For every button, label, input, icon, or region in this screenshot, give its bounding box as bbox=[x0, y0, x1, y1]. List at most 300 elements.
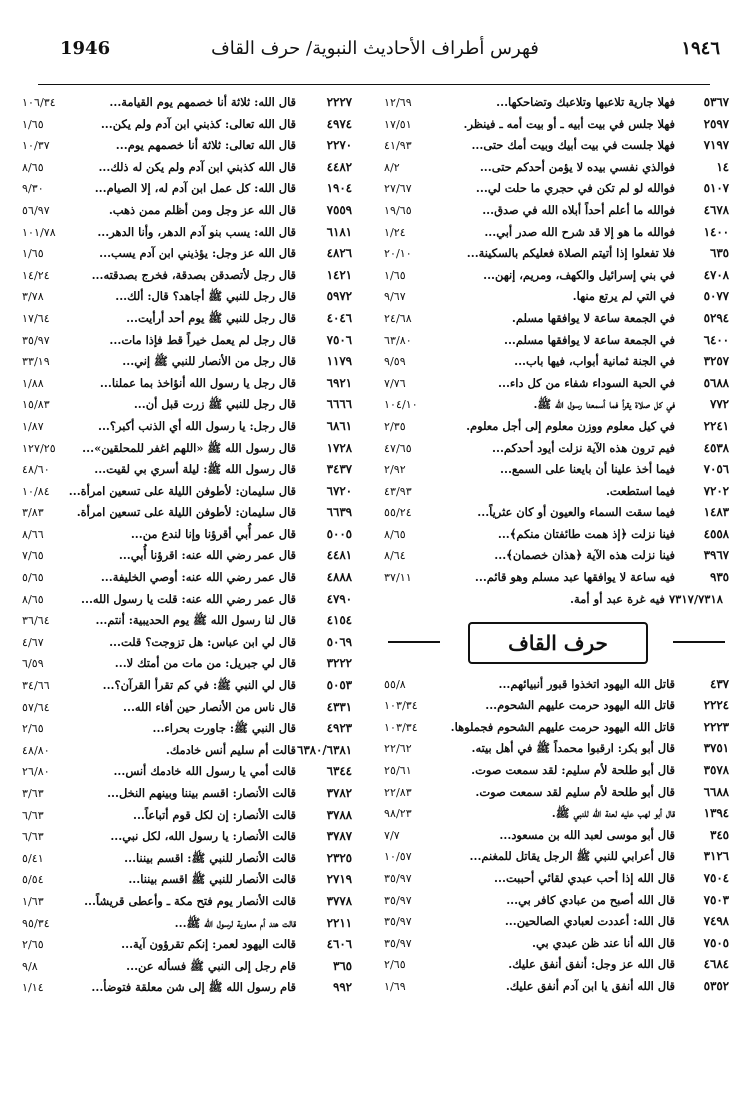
index-entry bbox=[384, 373, 729, 395]
hadith-number: ٣٧٨٢ bbox=[326, 786, 352, 800]
hadith-text: قال عمر رضي الله عنه: اقرؤنا أُبي... bbox=[118, 548, 296, 563]
hadith-number: ٧٢٠٢ bbox=[703, 483, 729, 498]
hadith-text: قال الله: أعددت لعبادي الصالحين... bbox=[504, 914, 675, 929]
hadith-text: قال الله عز وجل ومن أظلم ممن ذهب. bbox=[108, 202, 296, 217]
hadith-reference: ١٧/٦٤ bbox=[22, 311, 50, 325]
hadith-number: ٤٨٨٨ bbox=[326, 570, 352, 585]
section-rule-left bbox=[388, 641, 440, 643]
hadith-number: ١٤٠٠ bbox=[703, 224, 729, 239]
index-entry bbox=[22, 826, 352, 848]
hadith-reference: ١٩/٦٥ bbox=[384, 203, 412, 217]
hadith-reference: ١/٦٣ bbox=[22, 894, 44, 908]
index-entry bbox=[384, 825, 729, 847]
hadith-reference: ٣٣/١٩ bbox=[22, 355, 50, 369]
index-entry bbox=[22, 351, 352, 373]
hadith-reference: ١٠٦/٣٤ bbox=[22, 96, 56, 109]
hadith-reference: ٦/٦٣ bbox=[22, 830, 44, 844]
hadith-text: في الجمعة ساعة لا يوافقها مسلم... bbox=[503, 332, 675, 347]
hadith-reference: ٣٥/٩٧ bbox=[384, 915, 412, 929]
hadith-reference: ٥/٥٤ bbox=[22, 873, 44, 887]
hadith-text: قال رجل: يا رسول الله أي الذنب أكبر؟... bbox=[98, 418, 296, 433]
hadith-text: قال الله: ثلاثة أنا خصمهم يوم القيامة... bbox=[109, 95, 296, 109]
hadith-number: ٢٢٢٣ bbox=[703, 719, 729, 734]
hadith-reference: ٥/٤١ bbox=[22, 851, 44, 865]
index-entry bbox=[22, 330, 352, 352]
hadith-reference: ١٢/٦٩ bbox=[384, 96, 412, 109]
hadith-reference: ٦٣/٨٠ bbox=[384, 333, 412, 347]
hadith-text: قال رجل من الأنصار للنبي ﷺ إني... bbox=[122, 354, 296, 369]
hadith-reference: ٣٥/٩٧ bbox=[384, 893, 412, 907]
hadith-number: ٣٧٧٨ bbox=[326, 893, 352, 908]
index-entry bbox=[22, 632, 352, 654]
hadith-text: قال النبي ﷺ: جاورت بحراء... bbox=[152, 721, 296, 736]
hadith-number: ٢٢٧٠ bbox=[326, 138, 352, 153]
hadith-number: ٥١٠٧ bbox=[703, 181, 729, 196]
index-entry bbox=[384, 286, 729, 308]
hadith-reference: ٥٦/٩٧ bbox=[22, 203, 50, 217]
hadith-number: ٤٨٢٦ bbox=[326, 246, 352, 261]
hadith-number: ٧٥٠٥ bbox=[703, 935, 729, 950]
hadith-number: ١٤٢١ bbox=[326, 267, 352, 282]
hadith-text: قال الله إذا أحب عبدي لقائي أحببت... bbox=[494, 871, 675, 885]
hadith-reference: ١/٦٥ bbox=[384, 268, 406, 282]
hadith-reference: ١/٨٨ bbox=[22, 376, 44, 390]
hadith-reference: ٦/٥٩ bbox=[22, 657, 44, 671]
hadith-number: ٤٩٧٤ bbox=[326, 116, 352, 131]
hadith-number: ٦٣٨٠/٦٣٨١ bbox=[297, 742, 352, 757]
hadith-reference: ٣٥/٩٧ bbox=[22, 333, 50, 347]
hadith-text: قال رجل لم يعمل خيراً قط فإذا مات... bbox=[109, 332, 296, 347]
hadith-number: ٢٧١٩ bbox=[326, 872, 352, 887]
hadith-text: قال لي النبي ﷺ: في كم تقرأ القرآن؟... bbox=[102, 678, 296, 693]
hadith-reference: ٩٥/٣٤ bbox=[22, 916, 50, 930]
index-entry bbox=[384, 545, 729, 567]
hadith-reference: ١٠/٣٧ bbox=[22, 139, 50, 153]
hadith-reference: ٢/٦٥ bbox=[22, 938, 44, 952]
hadith-reference: ٩/٨ bbox=[22, 959, 38, 973]
hadith-number: ٥٢٩٤ bbox=[703, 310, 729, 325]
hadith-number: ٣٤٥ bbox=[709, 827, 729, 842]
right-column-note: ٧٣١٧/٧٣١٨ فيه غرة عبد أو أمة. bbox=[569, 591, 723, 606]
hadith-number: ٤٦٨٤ bbox=[703, 957, 729, 972]
index-entry bbox=[384, 394, 729, 416]
hadith-text: قام رجل إلى النبي ﷺ فسأله عن... bbox=[126, 958, 296, 973]
hadith-number: ٢٢١١ bbox=[326, 915, 352, 930]
hadith-text: قال الله أنا عند ظن عبدي بي. bbox=[531, 935, 675, 950]
index-entry bbox=[22, 265, 352, 287]
hadith-number: ٣٢٥٧ bbox=[703, 354, 729, 369]
right-column-bottom-list bbox=[384, 674, 729, 998]
hadith-reference: ٨/٦٥ bbox=[22, 160, 44, 174]
index-entry bbox=[384, 695, 729, 717]
section-rule-right bbox=[673, 641, 725, 643]
page-header bbox=[30, 38, 720, 78]
hadith-number: ٤٧٩٠ bbox=[326, 591, 352, 606]
page-number-latin: 1946 bbox=[60, 38, 111, 59]
index-entry bbox=[22, 502, 352, 524]
hadith-reference: ١/٨٧ bbox=[22, 419, 44, 433]
hadith-number: ٣٢٢٢ bbox=[326, 656, 352, 671]
hadith-reference: ٨/٦٥ bbox=[384, 527, 406, 541]
hadith-number: ٤٩٢٣ bbox=[326, 721, 352, 736]
hadith-text: فهلا جلس في بيت أبيه ـ أو بيت أمه ـ فينظر. bbox=[463, 116, 675, 131]
hadith-reference: ٤٣/٩٣ bbox=[384, 484, 412, 498]
hadith-reference: ٣/٨٣ bbox=[22, 506, 44, 520]
hadith-text: قال أبو بكر: ارقبوا محمداً ﷺ في أهل بيته. bbox=[471, 741, 675, 756]
hadith-text: قال سليمان: لأطوفن الليلة على تسعين امرأة... bbox=[68, 483, 296, 498]
hadith-text: قالت الأنصار للنبي ﷺ: اقسم بيننا... bbox=[124, 850, 296, 865]
hadith-reference: ٨/٦٦ bbox=[22, 527, 44, 541]
hadith-text: فوالله لو لم تكن في حجري ما حلت لي... bbox=[475, 181, 675, 196]
hadith-text: فوالله ما هو إلا قد شرح الله صدر أبي... bbox=[484, 224, 675, 239]
hadith-text: فينا نزلت ﴿إذ همت طائفتان منكم﴾... bbox=[497, 526, 675, 541]
hadith-reference: ٧/٧ bbox=[384, 828, 400, 842]
hadith-reference: ٥٥/٨ bbox=[384, 677, 406, 691]
index-entry bbox=[22, 481, 352, 503]
hadith-text: في الحبة السوداء شفاء من كل داء... bbox=[498, 375, 675, 390]
index-entry bbox=[384, 803, 729, 825]
hadith-text: قال رسول الله ﷺ «اللهم اغفر للمحلقين»... bbox=[82, 440, 296, 455]
page-title: فهرس أطراف الأحاديث النبوية/ حرف القاف bbox=[211, 38, 539, 59]
hadith-text: فيما سقت السماء والعيون أو كان عثرياً... bbox=[477, 505, 675, 520]
hadith-number: ٩٩٢ bbox=[332, 980, 352, 995]
hadith-text: قاتل الله اليهود حرمت عليهم الشحوم فجملوها. bbox=[450, 719, 675, 734]
index-entry bbox=[384, 416, 729, 438]
hadith-text: قال لي ابن عباس: هل تزوجت؟ قلت... bbox=[109, 634, 296, 649]
index-entry bbox=[22, 610, 352, 632]
index-entry bbox=[22, 653, 352, 675]
index-entry bbox=[22, 545, 352, 567]
hadith-reference: ١٠٣/٣٤ bbox=[384, 699, 418, 713]
hadith-text: في كل صلاة يقرأ فما أسمعنا رسول الله ﷺ. bbox=[533, 397, 675, 412]
index-entry bbox=[22, 589, 352, 611]
index-entry bbox=[384, 846, 729, 868]
hadith-reference: ١/١٤ bbox=[22, 981, 44, 995]
hadith-number: ٣٧٨٧ bbox=[326, 829, 352, 844]
hadith-number: ٢٥٩٧ bbox=[703, 116, 729, 131]
index-entry bbox=[384, 502, 729, 524]
index-entry bbox=[384, 243, 729, 265]
hadith-text: قال الله أنفق يا ابن آدم أنفق عليك. bbox=[505, 978, 675, 993]
hadith-reference: ٥٥/٢٤ bbox=[384, 506, 412, 520]
hadith-text: قال رسول الله ﷺ: ليلة أسري بي لقيت... bbox=[94, 462, 296, 477]
hadith-number: ٤٠٤٦ bbox=[326, 310, 352, 325]
index-entry bbox=[22, 243, 352, 265]
hadith-number: ٣٧٨٨ bbox=[326, 807, 352, 822]
index-entry bbox=[22, 222, 352, 244]
hadith-reference: ٤٧/٦٥ bbox=[384, 441, 412, 455]
index-entry bbox=[384, 674, 729, 696]
hadith-reference: ٣٤/٦٦ bbox=[22, 679, 50, 693]
index-entry bbox=[22, 891, 352, 913]
hadith-reference: ١٥/٨٣ bbox=[22, 398, 50, 412]
hadith-reference: ٤/٦٧ bbox=[22, 635, 44, 649]
hadith-reference: ١/٦٩ bbox=[384, 979, 406, 993]
hadith-reference: ١٠/٥٧ bbox=[384, 850, 412, 864]
index-entry bbox=[384, 717, 729, 739]
hadith-number: ٣٩٦٧ bbox=[703, 548, 729, 563]
hadith-number: ٤٣٣١ bbox=[326, 699, 352, 714]
hadith-number: ٧٤٩٨ bbox=[703, 914, 729, 929]
hadith-text: قال أبو طلحة لأم سليم لقد سمعت صوت. bbox=[475, 784, 675, 799]
hadith-reference: ٨/٢ bbox=[384, 160, 400, 174]
hadith-number: ٦٣٤٤ bbox=[326, 764, 352, 779]
index-entry bbox=[384, 738, 729, 760]
hadith-reference: ١٧/٥١ bbox=[384, 117, 412, 131]
hadith-text: قالت اليهود لعمر: إنكم تقرؤون آية... bbox=[121, 937, 296, 952]
hadith-text: قاتل الله اليهود اتخذوا قبور أنبيائهم... bbox=[498, 676, 675, 691]
hadith-text: فيه ساعة لا يوافقها عبد مسلم وهو قائم... bbox=[474, 570, 675, 585]
hadith-number: ٣٥٧٨ bbox=[703, 763, 729, 778]
hadith-text: قال أبو طلحة لأم سليم: لقد سمعت صوت. bbox=[471, 763, 675, 778]
hadith-reference: ٢٥/٦١ bbox=[384, 764, 412, 778]
index-entry bbox=[384, 524, 729, 546]
hadith-number: ١٩٠٤ bbox=[326, 181, 352, 196]
hadith-reference: ٤٨/٦٠ bbox=[22, 463, 50, 477]
index-entry bbox=[22, 394, 352, 416]
hadith-reference: ٢٢/٨٣ bbox=[384, 785, 412, 799]
index-entry bbox=[22, 869, 352, 891]
hadith-number: ٥٦٨٨ bbox=[703, 375, 729, 390]
hadith-number: ٧١٩٧ bbox=[703, 138, 729, 153]
hadith-reference: ١٢٧/٢٥ bbox=[22, 441, 56, 455]
index-entry bbox=[22, 718, 352, 740]
hadith-text: فهلا جارية تلاعبها وتلاعبك وتضاحكها... bbox=[496, 95, 675, 109]
hadith-text: قال لنا رسول الله ﷺ يوم الحديبية: أنتم... bbox=[95, 613, 296, 628]
hadith-reference: ٣٦/٦٤ bbox=[22, 614, 50, 628]
index-entry bbox=[22, 114, 352, 136]
hadith-text: قالت الأنصار للنبي ﷺ اقسم بيننا... bbox=[128, 872, 296, 887]
hadith-text: قال رجل لأتصدقن بصدقة، فخرج بصدقته... bbox=[91, 267, 296, 282]
hadith-text: قالت الأنصار يوم فتح مكة ـ وأعطى قريشاً... bbox=[84, 893, 296, 908]
hadith-text: فهلا جلست في بيت أبيك وبيت أمك حتى... bbox=[471, 138, 675, 153]
hadith-text: قالت أمي يا رسول الله خادمك أنس... bbox=[113, 764, 296, 779]
hadith-text: قال رجل للنبي ﷺ زرت قبل أن... bbox=[133, 397, 296, 412]
hadith-text: فينا نزلت هذه الآية ﴿هذان خصمان﴾... bbox=[494, 548, 675, 563]
hadith-text: فيم ترون هذه الآية نزلت أيود أحدكم... bbox=[492, 440, 675, 455]
hadith-number: ٦٨٦١ bbox=[326, 418, 352, 433]
hadith-number: ٤٤٨١ bbox=[326, 548, 352, 563]
hadith-text: قال سليمان: لأطوفن الليلة على تسعين امرأة. bbox=[76, 505, 296, 520]
hadith-text: قاتل الله اليهود حرمت عليهم الشحوم... bbox=[485, 698, 675, 713]
hadith-text: في الجمعة ساعة لا يوافقها مسلم. bbox=[511, 310, 675, 325]
hadith-text: فوالله ما أعلم أحداً أبلاه الله في صدق... bbox=[482, 202, 675, 217]
index-entry bbox=[22, 567, 352, 589]
index-entry bbox=[384, 782, 729, 804]
hadith-reference: ٢٧/٦٧ bbox=[384, 182, 412, 196]
hadith-reference: ٣٧/١١ bbox=[384, 571, 412, 585]
hadith-reference: ١٠٤/١٠ bbox=[384, 398, 418, 412]
index-entry bbox=[384, 351, 729, 373]
section-title: حرف القاف bbox=[468, 622, 648, 664]
hadith-number: ٧٥٥٩ bbox=[326, 202, 352, 217]
hadith-reference: ٩/٣٠ bbox=[22, 182, 44, 196]
hadith-reference: ٨/٦٥ bbox=[22, 592, 44, 606]
index-entry bbox=[22, 934, 352, 956]
hadith-text: قام رسول الله ﷺ إلى شن معلقة فتوضأ... bbox=[91, 980, 296, 995]
hadith-number: ٤١٥٤ bbox=[326, 613, 352, 628]
index-entry bbox=[22, 697, 352, 719]
hadith-reference: ٣/٧٨ bbox=[22, 290, 44, 304]
index-entry bbox=[22, 805, 352, 827]
hadith-reference: ٤١/٩٣ bbox=[384, 139, 412, 153]
hadith-number: ٦٧٢٠ bbox=[326, 483, 352, 498]
index-entry bbox=[22, 913, 352, 935]
index-entry bbox=[384, 868, 729, 890]
hadith-reference: ١/٦٥ bbox=[22, 247, 44, 261]
index-entry bbox=[384, 459, 729, 481]
hadith-reference: ٢٤/٦٨ bbox=[384, 311, 412, 325]
hadith-number: ٤٤٨٢ bbox=[326, 159, 352, 174]
hadith-number: ٤٣٧ bbox=[709, 676, 729, 691]
hadith-reference: ١/٦٥ bbox=[22, 117, 44, 131]
index-entry bbox=[384, 200, 729, 222]
hadith-number: ٢٢٢٤ bbox=[703, 698, 729, 713]
hadith-number: ٢٣٢٥ bbox=[326, 850, 352, 865]
hadith-text: قالت الأنصار: اقسم بيننا وبينهم النخل... bbox=[107, 786, 296, 800]
index-entry bbox=[22, 286, 352, 308]
hadith-reference: ٥٧/٦٤ bbox=[22, 700, 50, 714]
hadith-text: قال عمر أُبي أقرؤنا وإنا لندع من... bbox=[130, 526, 296, 541]
hadith-text: قال أعرابي للنبي ﷺ الرجل يقاتل للمغنم... bbox=[469, 849, 675, 864]
hadith-text: قال ناس من الأنصار حين أفاء الله... bbox=[123, 699, 296, 714]
hadith-text: قال عمر رضي الله عنه: أوصي الخليفة... bbox=[100, 570, 296, 585]
index-entry bbox=[22, 416, 352, 438]
hadith-reference: ٢٠/١٠ bbox=[384, 247, 412, 261]
hadith-text: قالت الأنصار: إن لكل قوم أتباعاً... bbox=[133, 807, 296, 822]
index-entry bbox=[384, 481, 729, 503]
index-entry bbox=[22, 740, 352, 762]
index-entry bbox=[384, 222, 729, 244]
index-entry bbox=[384, 178, 729, 200]
left-column-list bbox=[22, 92, 352, 999]
index-entry bbox=[22, 524, 352, 546]
index-entry bbox=[22, 848, 352, 870]
section-heading bbox=[384, 610, 729, 674]
hadith-reference: ٧/٧٦ bbox=[384, 376, 406, 390]
index-entry bbox=[22, 956, 352, 978]
hadith-reference: ١/٢٤ bbox=[384, 225, 406, 239]
hadith-text: قال الله تعالى: ثلاثة أنا خصمهم يوم... bbox=[115, 138, 296, 153]
hadith-reference: ١٠/٨٤ bbox=[22, 484, 50, 498]
hadith-number: ٣٧٥١ bbox=[703, 741, 729, 756]
hadith-number: ٧٧٢ bbox=[709, 397, 729, 412]
index-entry bbox=[384, 438, 729, 460]
hadith-text: قال الله عز وجل: يؤذيني ابن آدم يسب... bbox=[99, 246, 296, 261]
hadith-text: قال الله عز وجل: أنفق أنفق عليك. bbox=[508, 957, 675, 972]
index-entry bbox=[22, 438, 352, 460]
hadith-text: قال الله: كل عمل ابن آدم له، إلا الصيام... bbox=[94, 181, 296, 196]
index-entry bbox=[22, 675, 352, 697]
hadith-text: في التي لم يرتع منها. bbox=[572, 289, 675, 304]
index-entry bbox=[384, 330, 729, 352]
hadith-text: قال رجل للنبي ﷺ أجاهد؟ قال: ألك... bbox=[115, 289, 296, 304]
index-entry bbox=[22, 178, 352, 200]
hadith-number: ٥٠٥٣ bbox=[326, 678, 352, 693]
hadith-number: ٥٠٧٧ bbox=[703, 289, 729, 304]
hadith-reference: ١٠١/٧٨ bbox=[22, 225, 56, 239]
hadith-text: فيما استطعت. bbox=[605, 483, 675, 498]
hadith-number: ٦١٨١ bbox=[326, 224, 352, 239]
hadith-reference: ٨/٦٤ bbox=[384, 549, 406, 563]
hadith-number: ٧٠٥٦ bbox=[703, 462, 729, 477]
hadith-number: ٥٩٧٢ bbox=[326, 289, 352, 304]
hadith-number: ٥٠٦٩ bbox=[326, 634, 352, 649]
hadith-text: فوالذي نفسي بيده لا يؤمن أحدكم حتى... bbox=[479, 159, 675, 174]
hadith-number: ٤٥٥٨ bbox=[703, 526, 729, 541]
hadith-number: ٩٣٥ bbox=[709, 570, 729, 585]
hadith-reference: ٢/٩٢ bbox=[384, 463, 406, 477]
hadith-text: قال لي جبريل: من مات من أمتك لا... bbox=[114, 656, 296, 671]
index-entry bbox=[22, 459, 352, 481]
hadith-text: قالت أم سليم أنس خادمك. bbox=[165, 742, 296, 757]
hadith-reference: ٣٥/٩٧ bbox=[384, 872, 412, 885]
hadith-number: ٦٣٥ bbox=[709, 246, 729, 261]
hadith-text: قالت هند أم معاوية لرسول الله ﷺ... bbox=[174, 915, 296, 930]
index-entry bbox=[22, 135, 352, 157]
hadith-number: ٤٦٧٨ bbox=[703, 202, 729, 217]
hadith-number: ١٤ bbox=[716, 159, 729, 174]
hadith-number: ١٣٩٤ bbox=[703, 806, 729, 821]
hadith-number: ٦٦٣٩ bbox=[326, 505, 352, 520]
hadith-reference: ١٠٣/٣٤ bbox=[384, 720, 418, 734]
hadith-reference: ٩/٦٧ bbox=[384, 290, 406, 304]
hadith-text: في الجنة ثمانية أبواب، فيها باب... bbox=[514, 354, 675, 369]
hadith-reference: ٩/٥٩ bbox=[384, 355, 406, 369]
index-entry bbox=[384, 954, 729, 976]
index-entry bbox=[384, 567, 729, 589]
hadith-number: ٥٠٠٥ bbox=[326, 526, 352, 541]
hadith-reference: ٦/٦٣ bbox=[22, 808, 44, 822]
hadith-text: في بني إسرائيل والكهف، ومريم، إنهن... bbox=[483, 267, 675, 282]
hadith-number: ٦٩٢١ bbox=[326, 375, 352, 390]
hadith-text: قال أبو لهب عليه لعنة الله للنبي ﷺ. bbox=[551, 806, 675, 821]
index-entry bbox=[384, 308, 729, 330]
hadith-number: ١١٧٩ bbox=[326, 354, 352, 369]
index-entry bbox=[22, 761, 352, 783]
hadith-reference: ٩٨/٢٣ bbox=[384, 807, 412, 821]
hadith-number: ٣٤٣٧ bbox=[326, 462, 352, 477]
hadith-number: ٥٣٦٧ bbox=[703, 95, 729, 109]
hadith-text: فلا تفعلوا إذا أتيتم الصلاة فعليكم بالسكينة... bbox=[466, 246, 675, 261]
hadith-number: ١٧٢٨ bbox=[326, 440, 352, 455]
hadith-number: ٧٥٠٤ bbox=[703, 871, 729, 885]
page-number-arabic: ١٩٤٦ bbox=[681, 38, 720, 59]
hadith-text: قال عمر رضي الله عنه: قلت يا رسول الله... bbox=[81, 591, 296, 606]
right-column bbox=[384, 92, 729, 998]
hadith-number: ٤٥٣٨ bbox=[703, 440, 729, 455]
hadith-reference: ١٤/٢٤ bbox=[22, 268, 50, 282]
hadith-number: ٢٢٢٧ bbox=[326, 95, 352, 109]
hadith-number: ٦٤٠٠ bbox=[703, 332, 729, 347]
index-entry bbox=[22, 783, 352, 805]
hadith-number: ٣١٢٦ bbox=[703, 849, 729, 864]
hadith-text: قال أبو موسى لعبد الله بن مسعود... bbox=[499, 827, 675, 842]
hadith-text: في كيل معلوم ووزن معلوم إلى أجل معلوم. bbox=[466, 418, 675, 433]
hadith-text: فيما أخذ علينا أن بايعنا على السمع... bbox=[500, 462, 675, 477]
right-column-top-list bbox=[384, 92, 729, 589]
hadith-number: ٧٥٠٣ bbox=[703, 892, 729, 907]
hadith-number: ٢٢٤١ bbox=[703, 418, 729, 433]
hadith-reference: ٢/٦٥ bbox=[22, 722, 44, 736]
index-entry bbox=[384, 92, 729, 114]
hadith-text: قال الله: يسب بنو آدم الدهر، وأنا الدهر... bbox=[97, 224, 296, 239]
hadith-reference: ٢/٦٥ bbox=[384, 958, 406, 972]
index-entry bbox=[22, 92, 352, 114]
hadith-text: قالت الأنصار: يا رسول الله، لكل نبي... bbox=[110, 829, 296, 844]
hadith-reference: ٢/٣٥ bbox=[384, 419, 406, 433]
index-entry bbox=[384, 760, 729, 782]
